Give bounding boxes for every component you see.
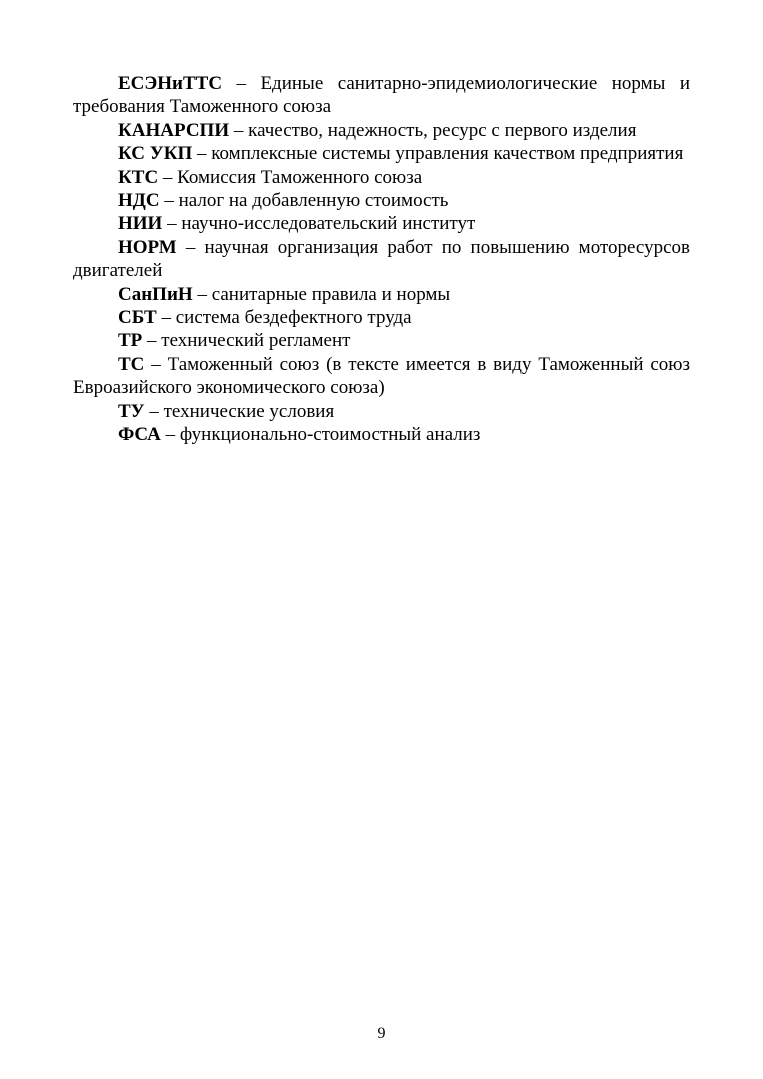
abbreviation-entry: [73, 423, 690, 446]
abbreviation-entry: [73, 119, 690, 142]
abbreviation-term: НОРМ: [118, 236, 177, 258]
abbreviation-term: НДС: [118, 190, 160, 212]
abbreviation-entry: [73, 212, 690, 235]
abbreviation-entry: [73, 329, 690, 352]
abbreviation-definition: – комплексные системы управления качеством предприятия: [192, 143, 684, 165]
abbreviation-definition: – технический регламент: [142, 330, 351, 352]
abbreviation-term: КТС: [118, 166, 159, 188]
abbreviation-term: КАНАРСПИ: [118, 119, 230, 141]
page-number: 9: [377, 1025, 386, 1042]
abbreviation-term: ТР: [118, 330, 143, 352]
abbreviation-entry: [73, 166, 690, 189]
abbreviation-entry: [73, 400, 690, 423]
abbreviation-term: ЕСЭНиТТС: [118, 73, 223, 94]
abbreviation-entry: [73, 306, 690, 329]
abbreviation-definition: – Единые санитарно-эпидемиологические нормы и требования Таможенного союза: [73, 73, 690, 118]
abbreviation-definition: – функционально-стоимостный анализ: [160, 424, 481, 446]
abbreviation-entry: [73, 72, 690, 119]
abbreviation-definition: – Комиссия Таможенного союза: [158, 166, 423, 188]
abbreviation-term: ТУ: [118, 400, 145, 422]
abbreviation-entry: [73, 236, 690, 283]
abbreviation-definition: – качество, надежность, ресурс с первого изделия: [229, 119, 637, 141]
abbreviation-definition: – санитарные правила и нормы: [192, 283, 451, 305]
abbreviation-term: ФСА: [118, 424, 161, 446]
abbreviation-term: КС УКП: [118, 143, 193, 165]
abbreviation-term: ТС: [118, 353, 145, 375]
abbreviation-term: СанПиН: [118, 283, 193, 305]
abbreviation-term: НИИ: [118, 213, 163, 235]
abbreviation-entry: [73, 283, 690, 306]
abbreviation-entry: [73, 142, 690, 165]
abbreviation-list: [73, 72, 690, 447]
abbreviation-definition: – научная организация работ по повышению моторесурсов двигателей: [73, 236, 690, 282]
abbreviation-definition: – система бездефектного труда: [156, 307, 412, 329]
abbreviation-definition: – налог на добавленную стоимость: [159, 190, 449, 212]
abbreviation-entry: [73, 353, 690, 400]
abbreviation-term: СБТ: [118, 307, 157, 329]
abbreviation-definition: – Таможенный союз (в тексте имеется в виду Таможенный союз Евроазийского экономического союза): [73, 353, 690, 399]
abbreviation-definition: – научно-исследовательский институт: [162, 213, 476, 235]
abbreviation-entry: [73, 189, 690, 212]
abbreviation-definition: – технические условия: [144, 400, 335, 422]
